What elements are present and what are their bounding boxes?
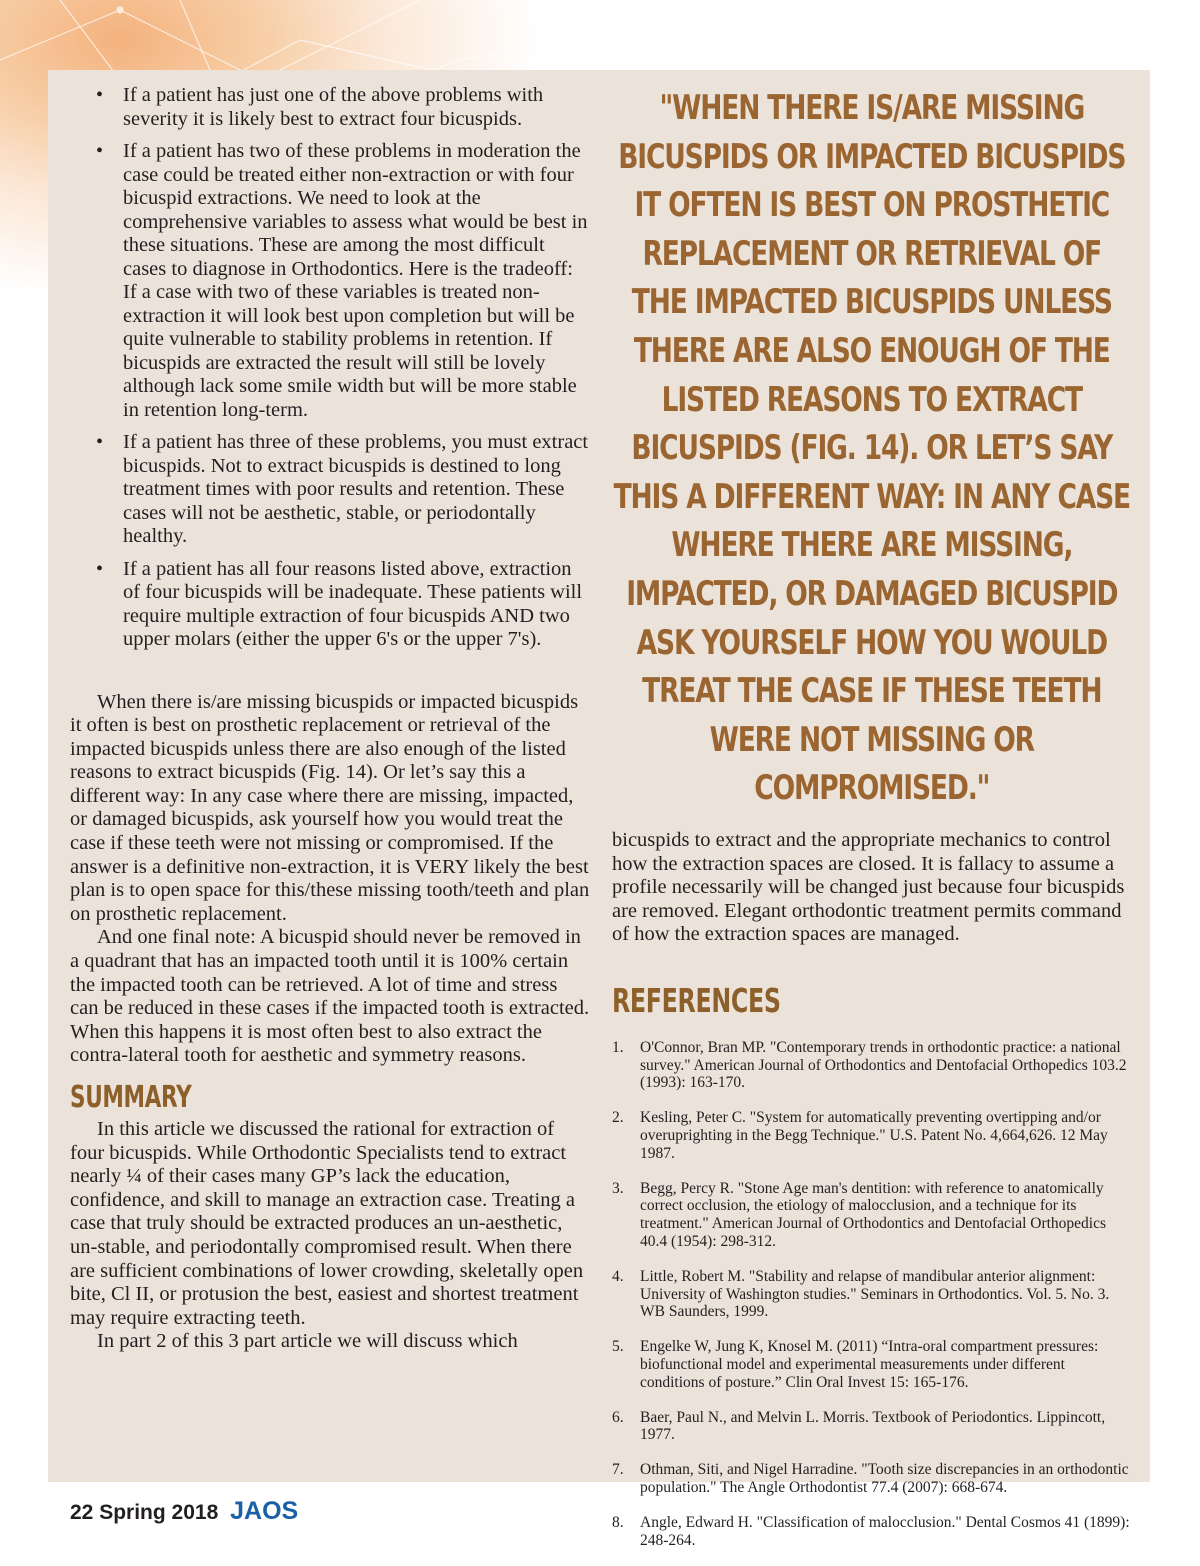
reference-item: 1. O'Connor, Bran MP. "Contemporary trends in orthodontic practice: a national survey." American Journal of Orthodontics and Dentofacial Orthopedics 103.2 (1993): 163-170. bbox=[612, 1038, 1127, 1092]
reference-item: 2. Kesling, Peter C. "System for automatically preventing overtipping and/or overuprighting in the Begg Technique." U.S. Patent No. 4,664,626. 12 May 1987. bbox=[612, 1109, 1108, 1162]
summary-heading: SUMMARY bbox=[70, 1080, 192, 1115]
reference-item: 3. Begg, Percy R. "Stone Age man's dentition: with reference to anatomically correct occlusion, the etiology of malocclusion, and a technique for its treatment." American Journal of Orthodontics and Dentofacial Orthopedics 40.4 (1954): 298-312. bbox=[612, 1179, 1107, 1251]
list-item: • If a patient has all four reasons listed above, extraction of four bicuspids will be inadequate. These patients will require multiple extraction of four bicuspids AND two upper molars (either the upper 6's or the upper 7's). bbox=[96, 557, 583, 650]
right-column bbox=[612, 84, 1132, 1566]
references-list bbox=[612, 1039, 1132, 1550]
list-item: • If a patient has just one of the above problems with severity it is likely best to extract four bicuspids. bbox=[96, 84, 544, 130]
pull-quote bbox=[612, 84, 1132, 813]
left-column bbox=[70, 84, 590, 1354]
list-item: • If a patient has two of these problems in moderation the case could be treated either non-extraction or with four bicuspid extractions. We need to look at the comprehensive variables to assess what would be best in these situations. These are among the most difficult cases to diagnose in Orthodontics. Here is the tradeoff: If a case with two of these variables is treated non-extraction it will look best upon completion but will be quite vulnerable to stability problems in retention. If bicuspids are extracted the result will still be lovely although lack some smile width but will be more stable in retention long-term. bbox=[96, 140, 588, 421]
paragraph-part2: In part 2 of this 3 part article we will discuss which bbox=[97, 1330, 518, 1353]
reference-item: 7. Othman, Siti, and Nigel Harradine. "Tooth size discrepancies in an orthodontic population." The Angle Orthodontist 77.4 (2007): 668-674. bbox=[612, 1461, 1129, 1497]
journal-name: JAOS bbox=[230, 1497, 299, 1525]
page-footer bbox=[70, 1497, 298, 1526]
paragraph-final-note: And one final note: A bicuspid should never be removed in a quadrant that has an impacted tooth until it is 100% certain the impacted tooth can be retrieved. A lot of time and stress can be reduced in these cases if the impacted tooth is extracted. When this happens it is most often best to also extract the contra-lateral tooth for aesthetic and symmetry reasons. bbox=[70, 926, 590, 1067]
bullet-icon: • bbox=[96, 140, 104, 162]
reference-item: 5. Engelke W, Jung K, Knosel M. (2011) “Intra-oral compartment pressures: biofunctional model and experimental measurements under different conditions of posture.” Clin Oral Invest 15: 165-176. bbox=[612, 1338, 1099, 1391]
issue-label: Spring 2018 bbox=[99, 1501, 219, 1524]
paragraph-summary: In this article we discussed the rational for extraction of four bicuspids. While Orthodontic Specialists tend to extract nearly ¼ of their cases many GP’s lack the education, confidence, and skill to manage an extraction case. Treating a case that truly should be extracted produces an un-aesthetic, un-stable, and periodontally compromised result. When there are sufficient combinations of lower crowding, skeletally open bite, Cl II, or protusion the best, easiest and shortest treatment may require extracting teeth. bbox=[70, 1118, 584, 1329]
bullet-icon: • bbox=[96, 84, 104, 106]
paragraph-missing-bicuspids: When there is/are missing bicuspids or impacted bicuspids it often is best on prosthetic replacement or retrieval of the impacted bicuspids unless there are also enough of the listed reasons to extract bicuspids (Fig. 14). Or let’s say this a different way: In any case where there are missing, impacted, or damaged bicuspids, ask yourself how you would treat the case if these teeth were not missing or compromised. If the answer is a definitive non-extraction, it is VERY likely the best plan is to open space for this/these missing tooth/teeth and plan on prosthetic replacement. bbox=[70, 690, 590, 925]
reference-item: 8. Angle, Edward H. "Classification of malocclusion." Dental Cosmos 41 (1899): 248-264. bbox=[612, 1513, 1130, 1549]
pull-quote-text: "WHEN THERE IS/ARE MISSING BICUSPIDS OR IMPACTED BICUSPIDS IT OFTEN IS BEST ON PROSTHETIC REPLACEMENT OR RETRIEVAL OF THE IMPACTED BICUSPIDS UNLESS THERE ARE ALSO ENOUGH OF THE LISTED REASONS TO EXTRACT BICUSPIDS (FIG. 14). OR LET’S SAY THIS A DIFFERENT WAY: IN ANY CASE WHERE THERE ARE MISSING, IMPACTED, OR DAMAGED BICUSPID ASK YOURSELF HOW YOU WOULD TREAT THE CASE IF THESE TEETH WERE NOT MISSING OR COMPROMISED." bbox=[613, 88, 1131, 809]
paragraph-continued: bicuspids to extract and the appropriate mechanics to control how the extraction spaces are closed. It is fallacy to assume a profile necessarily will be changed just because four bicuspids are removed. Elegant orthodontic treatment permits command of how the extraction spaces are managed. bbox=[612, 828, 1125, 946]
list-item: • If a patient has three of these problems, you must extract bicuspids. Not to extract bicuspids is destined to long treatment times with poor results and retention. These cases will not be aesthetic, stable, or periodontally healthy. bbox=[96, 431, 589, 547]
bullet-icon: • bbox=[96, 431, 104, 453]
reference-item: 4. Little, Robert M. "Stability and relapse of mandibular anterior alignment: University of Washington studies." Seminars in Orthodontics. Vol. 5. No. 3. WB Saunders, 1999. bbox=[612, 1267, 1110, 1321]
references-heading: REFERENCES bbox=[612, 980, 781, 1020]
bullet-icon: • bbox=[96, 557, 104, 580]
criteria-list bbox=[70, 84, 590, 652]
page-number: 22 bbox=[70, 1501, 94, 1524]
reference-item: 6. Baer, Paul N., and Melvin L. Morris. Textbook of Periodontics. Lippincott, 1977. bbox=[612, 1408, 1106, 1444]
